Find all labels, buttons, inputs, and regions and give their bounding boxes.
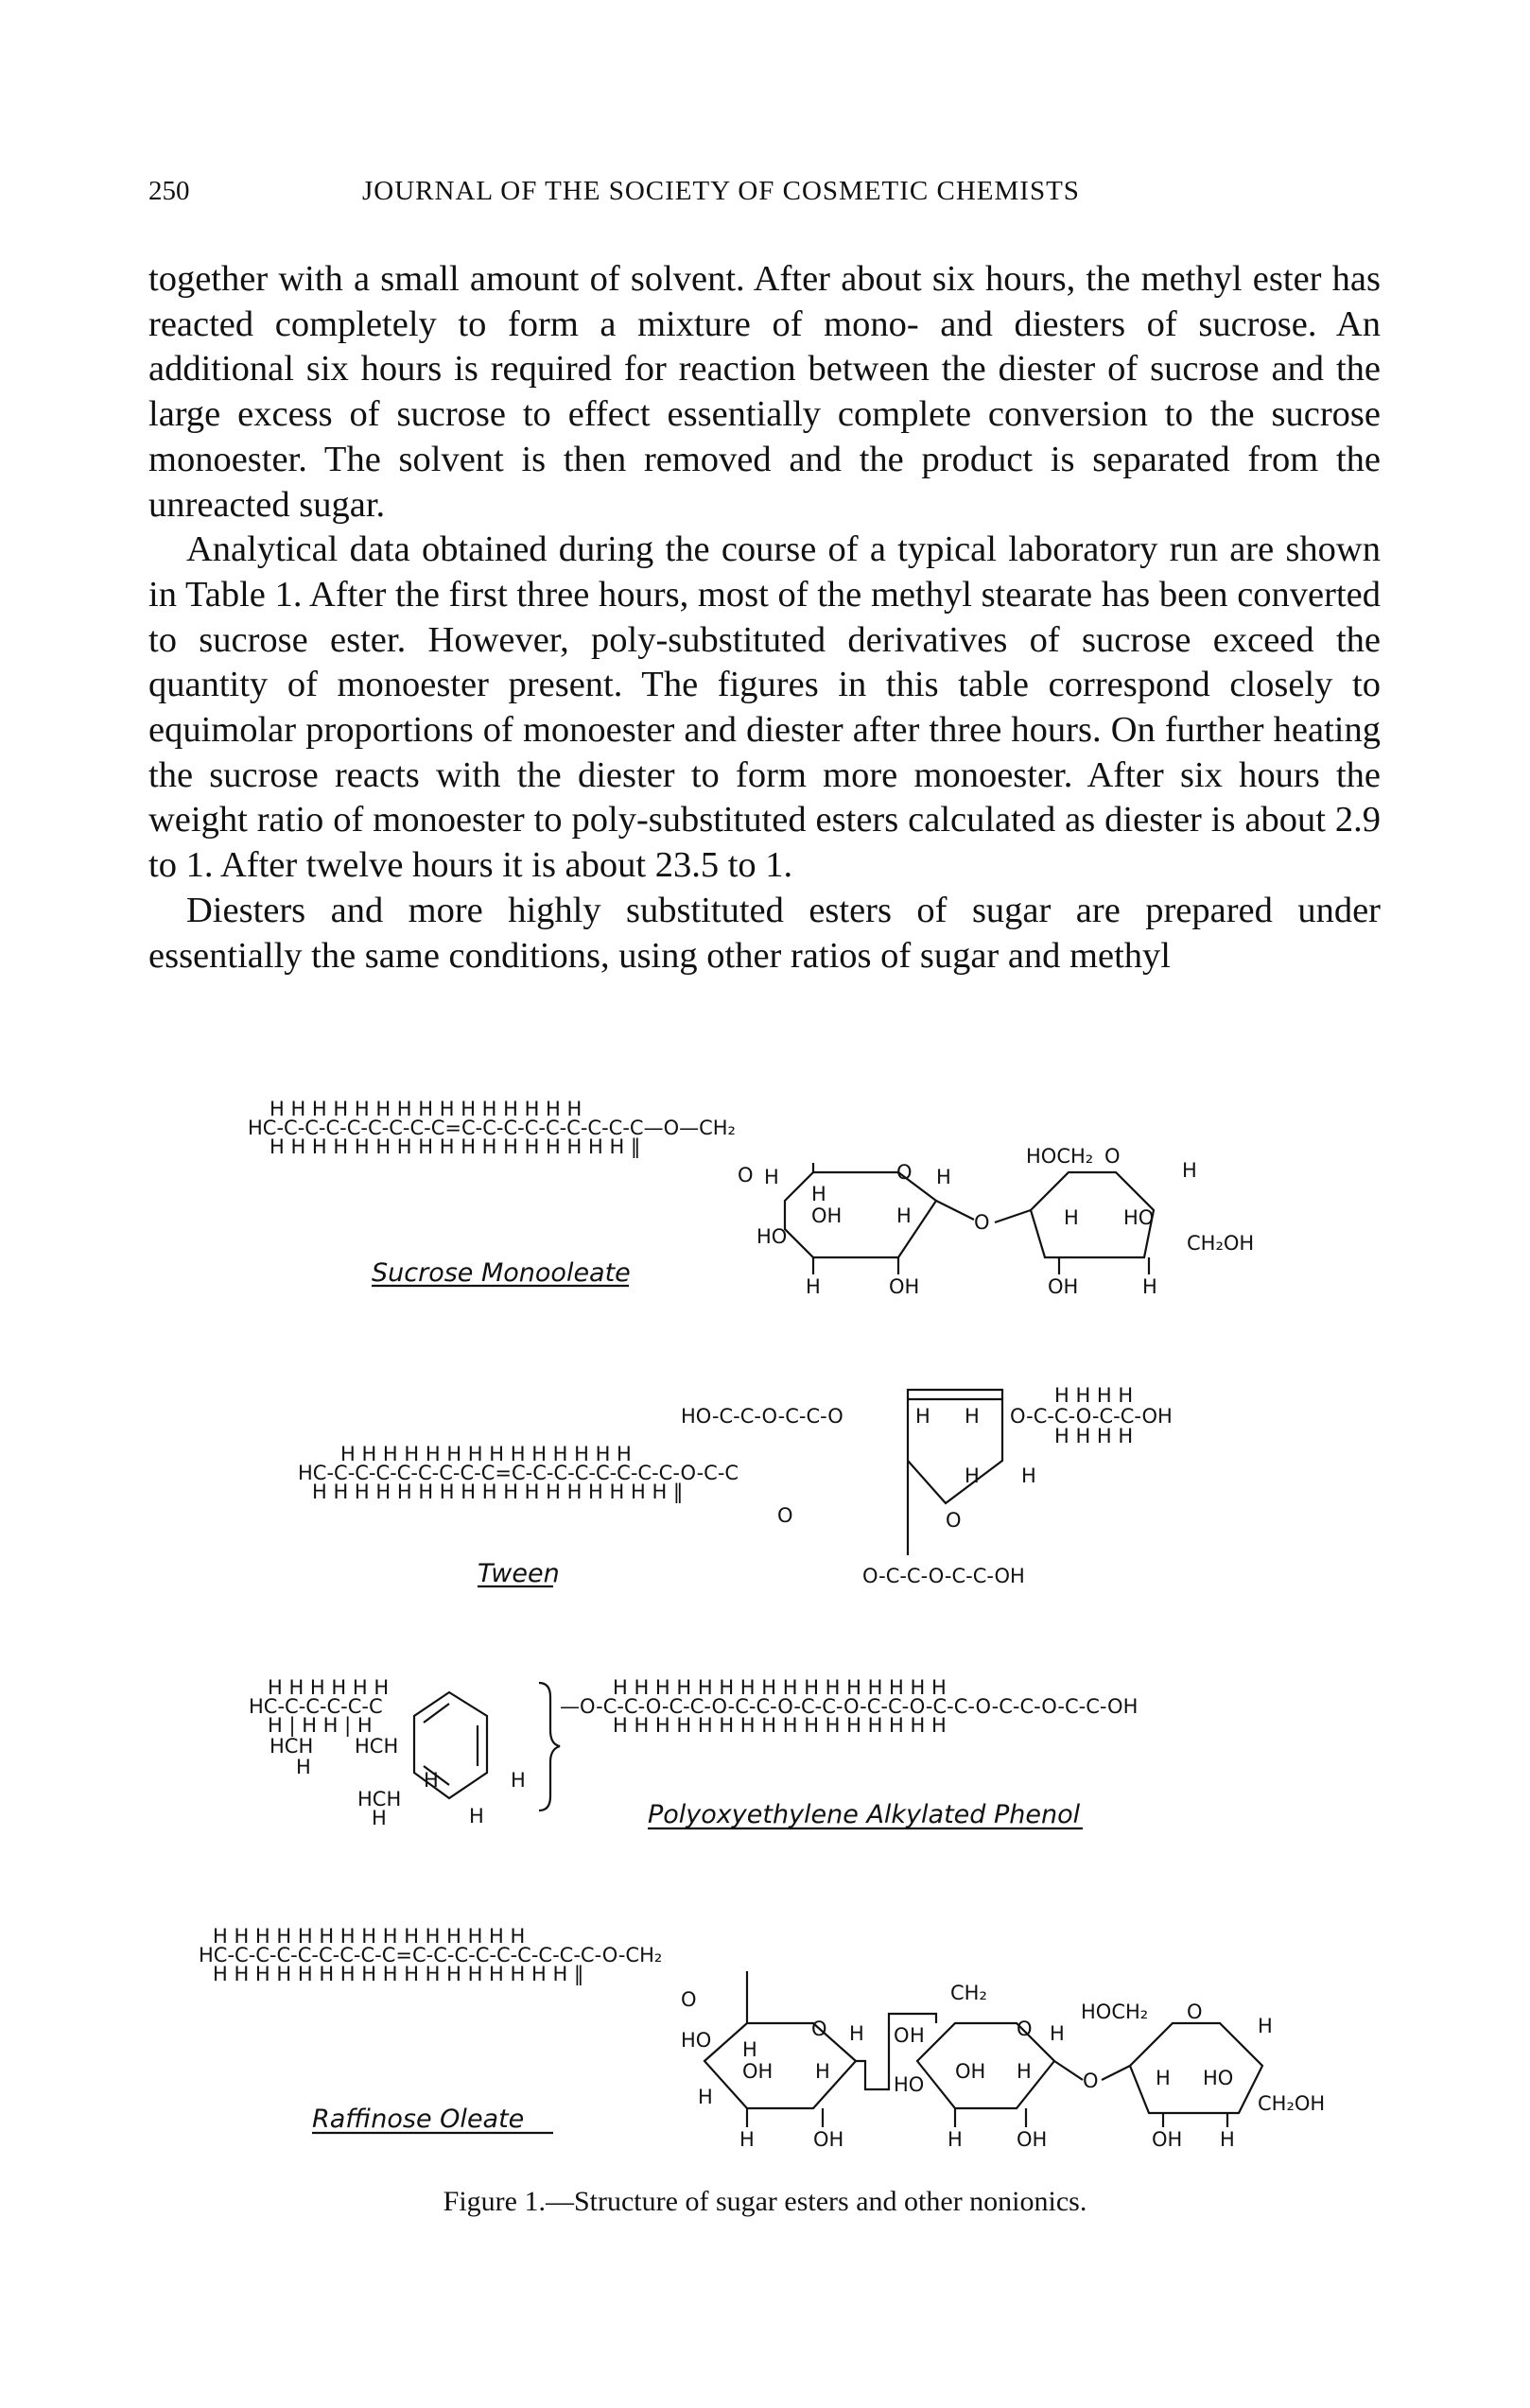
ro-h8: H bbox=[1017, 2060, 1032, 2083]
ro-ring-2 bbox=[917, 2023, 1054, 2108]
pp-hch1: HCH bbox=[269, 1735, 314, 1758]
figure-1 bbox=[0, 1087, 1530, 2222]
pp-ether-top-h: H H H H H H H H H H H H H H H H bbox=[613, 1676, 947, 1699]
sm-hoch2: HOCH₂ bbox=[1026, 1145, 1094, 1168]
ro-ring-3 bbox=[1130, 2023, 1262, 2113]
sm-glucose-ring bbox=[785, 1172, 936, 1257]
sm-label: Sucrose Monooleate bbox=[372, 1258, 631, 1288]
ro-oh3: OH bbox=[813, 2128, 844, 2151]
ro-ch2: CH₂ bbox=[950, 1982, 987, 2004]
ro-ch2oh: CH₂OH bbox=[1258, 2092, 1326, 2115]
ro-ho3: HO bbox=[894, 2073, 925, 2096]
pp-h-a: H bbox=[296, 1756, 311, 1778]
tw-right-chain: O-C-C-O-C-C-OH bbox=[1010, 1405, 1173, 1428]
ro-chain: HC-C-C-C-C-C-C-C-C=C-C-C-C-C-C-C-C-C-O-CH₂ bbox=[199, 1944, 663, 1966]
ro-oh4: OH bbox=[1017, 2128, 1048, 2151]
ro-o-link: O bbox=[1083, 2070, 1099, 2092]
pp-label: Polyoxyethylene Alkylated Phenol bbox=[648, 1800, 1081, 1829]
sm-h5: H bbox=[896, 1204, 912, 1227]
sm-chain: HC-C-C-C-C-C-C-C-C=C-C-C-C-C-C-C-C-C—O—CH₂ bbox=[248, 1117, 736, 1139]
pp-hch2: HCH bbox=[355, 1735, 399, 1758]
running-header bbox=[148, 176, 1381, 214]
pp-ether-bottom-h: H H H H H H H H H H H H H H H H bbox=[613, 1714, 947, 1737]
ro-h10: H bbox=[739, 2128, 755, 2151]
sm-oh1: OH bbox=[811, 1204, 843, 1227]
tw-ring-h3: H bbox=[965, 1464, 980, 1487]
sucrose-monooleate-structure bbox=[248, 1098, 1254, 1298]
sm-oh2: OH bbox=[889, 1275, 920, 1298]
tw-right-bottom-h: H H H H bbox=[1054, 1425, 1134, 1447]
sm-carbonyl-oxygen: O bbox=[738, 1164, 754, 1187]
paragraph-2: Analytical data obtained during the course of a typical laboratory run are shown in Table 1. After the first three hours, most of the methyl stearate has been converted to sucrose ester. However, poly-substituted derivatives of sucrose exceed the quantity of monoester present. The figures in this table correspond closely to equimolar proportions of monoester and diester after three hours. On further heating the sucrose reacts with the diester to form more monoester. After six hours the weight ratio of monoester to poly-substituted esters calculated as diester is about 2.9 to 1. After twelve hours it is about 23.5 to 1. bbox=[148, 529, 1381, 886]
ro-hoch2: HOCH₂ bbox=[1081, 2001, 1149, 2023]
sm-ring-oxygen-2: O bbox=[1104, 1145, 1121, 1168]
raffinose-oleate-structure bbox=[199, 1925, 1325, 2151]
journal-title: JOURNAL OF THE SOCIETY OF COSMETIC CHEMISTS bbox=[362, 176, 1080, 206]
tw-right-top-h: H H H H bbox=[1054, 1384, 1134, 1407]
ro-o2: O bbox=[894, 2024, 910, 2047]
ro-ho2: HO bbox=[1203, 2067, 1234, 2089]
ro-h11: H bbox=[948, 2128, 963, 2151]
ro-top-hydrogens: H H H H H H H H H H H H H H H bbox=[213, 1925, 526, 1948]
page-number: 250 bbox=[148, 176, 190, 206]
sm-bottom-hydrogens: H H H H H H H H H H H H H H H H H ‖ bbox=[269, 1135, 641, 1158]
ro-carbonyl-oxygen: O bbox=[681, 1988, 697, 2011]
sm-h1: H bbox=[764, 1166, 779, 1188]
ro-ring-1 bbox=[704, 2023, 856, 2108]
sm-h3: H bbox=[1182, 1159, 1197, 1182]
polyoxyethylene-structure bbox=[249, 1676, 1138, 1829]
tw-bottom-hydrogens: H H H H H H H H H H H H H H H H H ‖ bbox=[312, 1481, 684, 1503]
tw-carbonyl-oxygen: O bbox=[777, 1504, 793, 1527]
tw-label: Tween bbox=[478, 1559, 560, 1588]
tw-ring-h-right: H bbox=[965, 1405, 980, 1428]
ro-oh5: OH bbox=[1152, 2128, 1183, 2151]
pp-ring-h1: H bbox=[424, 1769, 439, 1792]
sm-top-hydrogens: H H H H H H H H H H H H H H H bbox=[269, 1098, 582, 1120]
structures-diagram bbox=[0, 1087, 1530, 2222]
paragraph-3: Diesters and more highly substituted esters of sugar are prepared under essentially the same conditions, using other ratios of sugar and methyl bbox=[148, 890, 1381, 976]
tween-structure bbox=[298, 1384, 1173, 1588]
ro-h2: H bbox=[910, 2024, 925, 2047]
pp-ether-chain: —O-C-C-O-C-C-O-C-C-O-C-C-O-C-C-O-C-C-O-C-C-O-C-C-OH bbox=[560, 1695, 1139, 1718]
pp-ring-h2: H bbox=[511, 1769, 526, 1792]
tw-ring-oxygen: O bbox=[946, 1509, 962, 1532]
sm-ring-oxygen: O bbox=[896, 1161, 913, 1184]
ro-oh1: OH bbox=[742, 2060, 774, 2083]
sm-link-right bbox=[995, 1210, 1031, 1222]
sm-oh3: OH bbox=[1048, 1275, 1079, 1298]
paragraph-1: together with a small amount of solvent. After about six hours, the methyl ester has reacted completely to form a mixture of mono- and diesters of sucrose. An additional six hours is required for reaction between the diester of sucrose and the large excess of sucrose to effect essentially complete conversion to the sucrose monoester. The solvent is then removed and the product is separated from the unreacted sugar. bbox=[148, 259, 1381, 525]
pp-ring-h3: H bbox=[469, 1805, 484, 1828]
article-body bbox=[148, 257, 1381, 979]
sm-link-oxygen: O bbox=[974, 1211, 990, 1234]
sm-h2: H bbox=[936, 1166, 951, 1188]
sm-ch2oh: CH₂OH bbox=[1187, 1232, 1255, 1255]
ro-h5: H bbox=[742, 2038, 757, 2061]
tw-top-chain: HO-C-C-O-C-C-O bbox=[681, 1405, 843, 1428]
ro-h4: H bbox=[1258, 2015, 1273, 2037]
pp-bottom-hydrogens: H | H H | H bbox=[268, 1714, 373, 1737]
ro-label: Raffinose Oleate bbox=[312, 2105, 525, 2134]
ro-ho1: HO bbox=[681, 2029, 712, 2052]
tw-top-hydrogens: H H H H H H H H H H H H H H bbox=[340, 1443, 632, 1465]
ro-h6: H bbox=[815, 2060, 830, 2083]
sm-link-left bbox=[936, 1201, 974, 1220]
pp-brace bbox=[539, 1683, 560, 1810]
ro-h7: H bbox=[698, 2086, 713, 2108]
ro-h1: H bbox=[849, 2022, 864, 2045]
tw-ring-h4: H bbox=[1021, 1464, 1036, 1487]
sm-h7: H bbox=[806, 1275, 821, 1298]
sm-h8: H bbox=[1142, 1275, 1157, 1298]
ro-o4: O bbox=[1187, 2001, 1203, 2023]
tw-chain: HC-C-C-C-C-C-C-C-C=C-C-C-C-C-C-C-C-O-C-C bbox=[298, 1462, 739, 1484]
ro-o1: O bbox=[811, 2018, 827, 2040]
ro-bottom-hydrogens: H H H H H H H H H H H H H H H H H ‖ bbox=[213, 1963, 584, 1985]
ro-h12: H bbox=[1220, 2128, 1235, 2151]
sm-ho1: HO bbox=[756, 1225, 788, 1248]
sm-ho2: HO bbox=[1123, 1206, 1155, 1229]
tw-ring-h-left: H bbox=[915, 1405, 930, 1428]
sm-h6: H bbox=[1064, 1206, 1079, 1229]
ro-link-2-3-right bbox=[1102, 2066, 1130, 2080]
ro-h9: H bbox=[1156, 2067, 1171, 2089]
ro-o3: O bbox=[1017, 2018, 1033, 2040]
pp-top-hydrogens: H H H H H H bbox=[268, 1676, 390, 1699]
ro-oh2: OH bbox=[955, 2060, 986, 2083]
pp-chain: HC-C-C-C-C-C bbox=[249, 1695, 383, 1718]
figure-caption: Figure 1.—Structure of sugar esters and other nonionics. bbox=[443, 2186, 1087, 2217]
pp-h-b: H bbox=[372, 1807, 387, 1829]
tw-bottom-chain: O-C-C-O-C-C-OH bbox=[862, 1565, 1025, 1587]
pp-hch3: HCH bbox=[357, 1788, 402, 1810]
sm-h4: H bbox=[811, 1183, 826, 1205]
ro-h3: H bbox=[1050, 2022, 1065, 2045]
ro-link-2-3-left bbox=[1054, 2061, 1083, 2080]
